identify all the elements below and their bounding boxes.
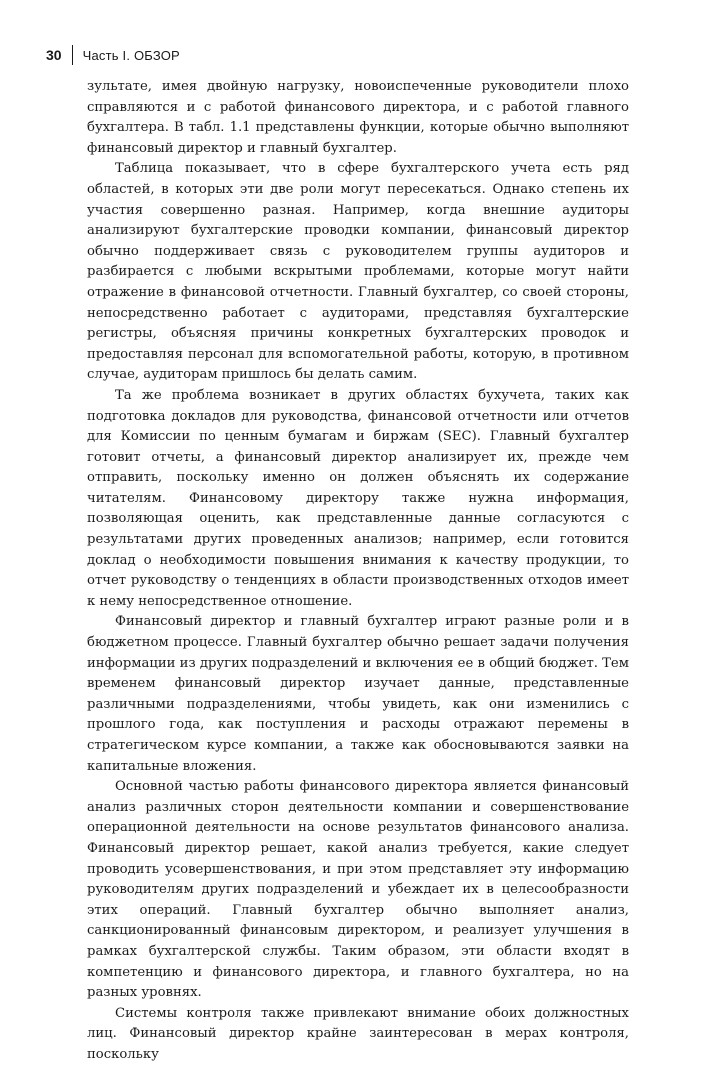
- page-header: [46, 44, 180, 66]
- paragraph-4: Финансовый директор и главный бухгалтер играют разные роли и в бюджетном процессе. Главный бухгалтер обычно решает задачи получения информации из других подразделений и включения ее в общий бюджет. Тем временем финансовый директор изучает данные, представленные различными подразделениями, чтобы увидеть, как они изменились с прошлого года, как поступления и расходы отражают перемены в стратегическом курсе компании, а также как обосновываются заявки на капитальные вложения.: [87, 614, 629, 774]
- header-divider: [72, 45, 73, 65]
- paragraph-1: зультате, имея двойную нагрузку, новоиспеченные руководители плохо справляются и с работой финансового директора, и с работой главного бухгалтера. В табл. 1.1 представлены функции, которые обычно выполняют финансовый директор и главный бухгалтер.: [87, 79, 629, 156]
- paragraph-5: Основной частью работы финансового директора является финансовый анализ различных сторон деятельности компании и совершенствование операционной деятельности на основе результатов финансового анализа. Финансовый директор решает, какой анализ требуется, какие следует проводить усовершенствования, и при этом представляет эту информацию руководителям других подразделений и убеждает их в целесообразности этих операций. Главный бухгалтер обычно выполняет анализ, санкционированный финансовым директором, и реализует улучшения в рамках бухгалтерской службы. Таким образом, эти области входят в компетенцию и финансового директора, и главного бухгалтера, но на разных уровнях.: [87, 779, 629, 1001]
- chapter-title: Часть I. ОБЗОР: [82, 47, 180, 63]
- paragraph-2: Таблица показывает, что в сфере бухгалтерского учета есть ряд областей, в которых эти две роли могут пересекаться. Однако степень их участия совершенно разная. Например, когда внешние аудиторы анализируют бухгалтерские проводки компании, финансовый директор обычно поддерживает связь с руководителем группы аудиторов и разбирается с любыми вскрытыми проблемами, которые могут найти отражение в финансовой отчетности. Главный бухгалтер, со своей стороны, непосредственно работает с аудиторами, представляя бухгалтерские регистры, объясняя причины конкретных бухгалтерских проводок и предоставляя персонал для вспомогательной работы, которую, в противном случае, аудиторам пришлось бы делать самим.: [87, 161, 629, 383]
- paragraph-3: Та же проблема возникает в других областях бухучета, таких как подготовка докладов для руководства, финансовой отчетности или отчетов для Комиссии по ценным бумагам и биржам (SEC). Главный бухгалтер готовит отчеты, а финансовый директор анализирует их, прежде чем отправить, поскольку именно он должен объяснять их содержание читателям. Финансовому директору также нужна информация, позволяющая оценить, как представленные данные согласуются с результатами других проведенных анализов; например, если готовится доклад о необходимости повышения внимания к качеству продукции, то отчет руководству о тенденциях в области производственных отходов имеет к нему непосредственное отношение.: [87, 387, 629, 609]
- paragraph-6: Системы контроля также привлекают внимание обоих должностных лиц. Финансовый директор крайне заинтересован в мерах контроля, поскольку: [87, 1005, 629, 1062]
- page-body: [87, 77, 629, 1066]
- page-number: 30: [46, 47, 62, 63]
